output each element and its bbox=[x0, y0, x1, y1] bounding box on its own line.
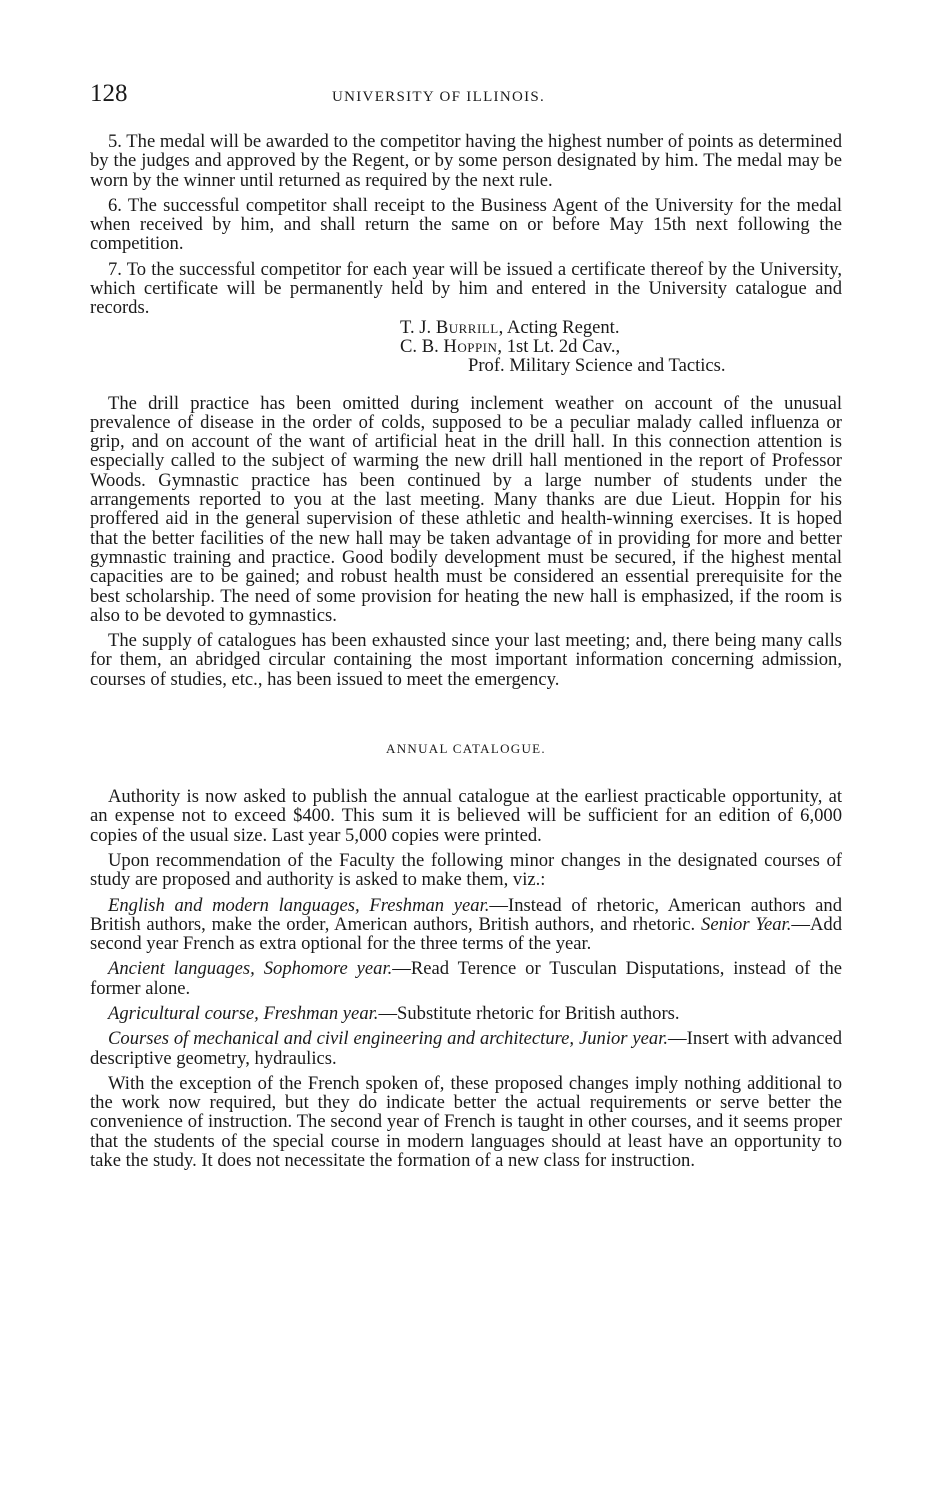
signature-hoppin-title: Prof. Military Science and Tactics. bbox=[468, 355, 726, 377]
ancient-course-paragraph: Ancient languages, Sophomore year.—Read Terence or Tusculan Disputations, instead of the former alone. bbox=[90, 958, 842, 999]
course-label: Senior Year. bbox=[701, 913, 792, 935]
document-page bbox=[90, 80, 842, 1170]
course-label: English and modern languages, Freshman year. bbox=[108, 894, 490, 916]
running-head bbox=[90, 80, 842, 116]
authority-paragraph: Authority is now asked to publish the annual catalogue at the earliest practicable opportunity, at an expense not to exceed $400. This sum it is believed will be sufficient for an edition of 6,000 copies of the usual size. Last year 5,000 copies were printed. bbox=[90, 786, 842, 846]
engineering-course-paragraph: Courses of mechanical and civil engineering and architecture, Junior year.—Insert with advanced descriptive geometry, hydraulics. bbox=[90, 1028, 842, 1069]
exception-paragraph: With the exception of the French spoken of, these proposed changes imply nothing additional to the work now required, but they do indicate better the actual requirements or serve better the convenience of instruction. The second year of French is taught in other courses, and it seems proper that the students of the special course in modern languages should at least have an opportunity to take the study. It does not necessitate the formation of a new class for instruction. bbox=[90, 1072, 842, 1172]
rule-7-paragraph: 7. To the successful competitor for each year will be issued a certificate thereof by the University, which certificate will be permanently held by him and entered in the University catalogue and records. bbox=[90, 258, 842, 319]
course-label: Courses of mechanical and civil engineering and architecture, Junior year. bbox=[108, 1028, 669, 1050]
signer-name: Burrill bbox=[435, 316, 499, 338]
drill-paragraph: The drill practice has been omitted during inclement weather on account of the unusual prevalence of disease in the order of colds, supposed to be a peculiar malady called influenza or grip, and on account of the want of artificial heat in the drill hall. In this connection attention is especially called to the subject of warming the new drill hall mentioned in the report of Professor Woods. Gymnastic practice has been continued by a large number of students under the arrangements reported to you at the last meeting. Many thanks are due Lieut. Hoppin for his proffered aid in the general supervision of these athletic and health-winning exercises. It is hoped that the better facilities of the new hall may be taken advantage of in providing for more and better gymnastic training and practice. Good bodily development must be secured, if the highest mental capacities are to be gained; and robust health must be considered an essential prerequisite for the best scholarship. The need of some provision for heating the new hall is emphasized, if the room is also to be devoted to gymnastics. bbox=[90, 392, 842, 626]
catalogue-supply-paragraph: The supply of catalogues has been exhausted since your last meeting; and, there being many calls for them, an abridged circular containing the most important information concerning admission, courses of studies, etc., has been issued to meet the emergency. bbox=[90, 630, 842, 690]
english-course-paragraph: English and modern languages, Freshman year.—Instead of rhetoric, American authors and British authors, make the order, American authors, British authors, and rhetoric. Senior Year.—Add second year French as extra optional for the three terms of the year. bbox=[90, 894, 843, 955]
signer-name: Hoppin bbox=[443, 335, 498, 357]
recommendation-paragraph: Upon recommendation of the Faculty the following minor changes in the designated courses of study are proposed and authority is asked to make them, viz.: bbox=[90, 849, 842, 891]
signature-hoppin: C. B. Hoppin, 1st Lt. 2d Cav., bbox=[400, 335, 621, 357]
course-label: Agricultural course, Freshman year. bbox=[108, 1002, 379, 1024]
running-title: UNIVERSITY OF ILLINOIS. bbox=[332, 89, 546, 105]
rule-5-paragraph: 5. The medal will be awarded to the competitor having the highest number of points as determined by the judges and approved by the Regent, or by some person designated by him. The medal may be worn by the winner until returned as required by the next rule. bbox=[90, 131, 842, 191]
body-text bbox=[90, 132, 842, 1170]
signature-burrill: T. J. Burrill, Acting Regent. bbox=[400, 316, 620, 338]
course-label: Ancient languages, Sophomore year. bbox=[108, 958, 393, 980]
signature-block bbox=[400, 318, 842, 376]
page-number: 128 bbox=[90, 80, 128, 107]
section-heading: ANNUAL CATALOGUE. bbox=[386, 741, 546, 757]
rule-6-paragraph: 6. The successful competitor shall receipt to the Business Agent of the University for the medal when received by him, and shall return the same on or before May 15th next following the competition. bbox=[90, 194, 842, 255]
agricultural-course-paragraph: Agricultural course, Freshman year.—Substitute rhetoric for British authors. bbox=[108, 1002, 680, 1024]
